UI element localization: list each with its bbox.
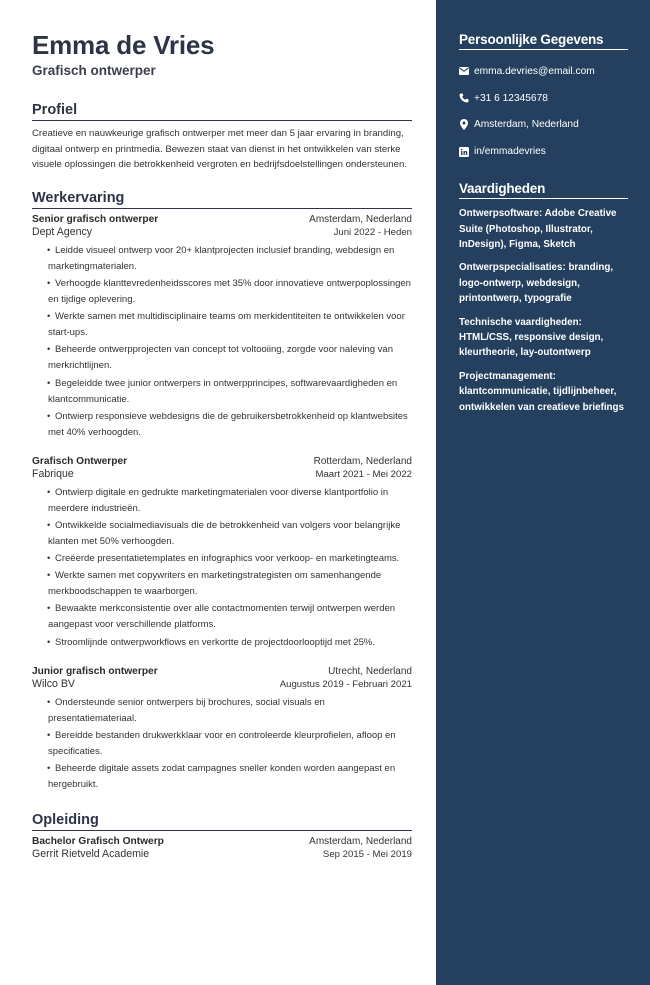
job-bullet: • Bereidde bestanden drukwerkklaar voor en controleerde kleurprofielen, afloop en specificaties.	[32, 728, 412, 760]
phone-icon	[459, 93, 469, 103]
job-location: Utrecht, Nederland	[328, 665, 412, 677]
job-title: Junior grafisch ontwerper	[32, 665, 158, 677]
education-degree: Bachelor Grafisch Ontwerp	[32, 836, 164, 848]
job-bullet: • Creëerde presentatietemplates en infographics voor verkoop- en marketingteams.	[32, 551, 412, 567]
job-company: Dept Agency	[32, 225, 93, 238]
job-title: Senior grafisch ontwerper	[32, 213, 159, 225]
education-heading: Opleiding	[32, 812, 412, 831]
candidate-name: Emma de Vries	[32, 30, 215, 60]
job-bullets	[32, 485, 412, 651]
job-bullet: • Ontwierp digitale en gedrukte marketingmaterialen voor diverse klantportfolio in meerdere industrieën.	[32, 485, 412, 517]
contact-linkedin-text: in/emmadevries	[474, 146, 546, 158]
skill-item: Technische vaardigheden: HTML/CSS, responsive design, kleurtheorie, lay-outontwerp	[459, 316, 604, 359]
job-company: Fabrique	[32, 467, 74, 480]
job-entry	[32, 666, 412, 793]
job-bullet: • Leidde visueel ontwerp voor 20+ klantprojecten inclusief branding, webdesign en marketingmaterialen.	[32, 243, 412, 275]
job-location: Amsterdam, Nederland	[309, 213, 412, 225]
candidate-job-title: Grafisch ontwerper	[32, 63, 156, 78]
sidebar	[436, 0, 650, 985]
job-bullet: • Werkte samen met copywriters en marketingstrategisten om samenhangende merkboodschappen te waarborgen.	[32, 568, 412, 600]
job-bullet: • Bewaakte merkconsistentie over alle contactmomenten terwijl ontwerpen werden aangepast voor verschillende platforms.	[32, 601, 412, 633]
contact-phone[interactable]	[459, 85, 628, 112]
skill-item: Ontwerpsoftware: Adobe Creative Suite (Photoshop, Illustrator, InDesign), Figma, Sketch	[459, 208, 617, 250]
contact-location	[459, 112, 628, 139]
job-bullet: • Ondersteunde senior ontwerpers bij brochures, social visuals en presentatiemateriaal.	[32, 695, 412, 727]
job-bullet: • Beheerde ontwerpprojecten van concept tot voltooiing, zorgde voor naleving van merkrichtlijnen.	[32, 342, 412, 374]
job-location: Rotterdam, Nederland	[313, 455, 412, 467]
job-bullets	[32, 243, 412, 441]
education-entry	[32, 836, 412, 861]
job-entry	[32, 456, 412, 651]
job-dates: Maart 2021 - Mei 2022	[315, 468, 412, 480]
work-experience-heading: Werkervaring	[32, 190, 412, 209]
job-bullet: • Ontwierp responsieve webdesigns die de gebruikersbetrokkenheid op klantwebsites met 40% verhoogden.	[32, 409, 412, 441]
contact-email[interactable]	[459, 58, 628, 85]
contact-list	[459, 58, 628, 165]
skills-list	[459, 206, 628, 415]
contact-location-text: Amsterdam, Nederland	[474, 119, 579, 131]
main-column	[32, 30, 412, 861]
job-bullet: • Begeleidde twee junior ontwerpers in ontwerpprincipes, softwarevaardigheden en klantcommunicatie.	[32, 376, 412, 408]
job-list	[32, 214, 412, 793]
profile-text: Creatieve en nauwkeurige grafisch ontwerper met meer dan 5 jaar ervaring in branding, digitaal ontwerp en printmedia. Bewezen staat van dienst in het ontwikkelen van sterke visuele oplossingen die betrokkenheid vergroten en bedrijfsdoelstellingen ondersteunen.	[32, 128, 407, 171]
job-dates: Juni 2022 - Heden	[333, 226, 412, 238]
personal-details-heading: Persoonlijke Gegevens	[459, 32, 628, 50]
contact-email-text: emma.devries@email.com	[474, 65, 595, 77]
location-pin-icon	[459, 120, 469, 130]
job-bullet: • Beheerde digitale assets zodat campagnes sneller konden worden aangepast en hergebruikt.	[32, 761, 412, 793]
education-dates: Sep 2015 - Mei 2019	[322, 849, 412, 861]
contact-linkedin[interactable]	[459, 138, 628, 165]
envelope-icon	[459, 66, 469, 76]
job-company: Wilco BV	[32, 677, 75, 690]
contact-phone-text: +31 6 12345678	[474, 92, 548, 104]
education-school: Gerrit Rietveld Academie	[32, 848, 150, 861]
job-title: Grafisch Ontwerper	[32, 455, 128, 467]
job-bullet: • Ontwikkelde socialmediavisuals die de betrokkenheid van volgers voor belangrijke klanten met 50% verhoogden.	[32, 518, 412, 550]
skills-heading: Vaardigheden	[459, 181, 628, 199]
job-dates: Augustus 2019 - Februari 2021	[279, 678, 412, 690]
job-bullet: • Werkte samen met multidisciplinaire teams om merkidentiteiten te ontwikkelen voor start-ups.	[32, 309, 412, 341]
linkedin-icon	[459, 147, 469, 157]
profile-heading: Profiel	[32, 102, 412, 121]
job-bullet: • Verhoogde klanttevredenheidsscores met 35% door innovatieve ontwerpoplossingen en tijdige oplevering.	[32, 276, 412, 308]
job-bullet: • Stroomlijnde ontwerpworkflows en verkortte de projectdoorlooptijd met 25%.	[32, 635, 412, 651]
skill-item: Projectmanagement: klantcommunicatie, tijdlijnbeheer, ontwikkelen van creatieve briefings	[459, 370, 624, 413]
job-bullets	[32, 695, 412, 793]
job-entry	[32, 214, 412, 441]
skill-item: Ontwerpspecialisaties: branding, logo-ontwerp, webdesign, printontwerp, typografie	[459, 262, 614, 305]
education-location: Amsterdam, Nederland	[309, 836, 412, 848]
